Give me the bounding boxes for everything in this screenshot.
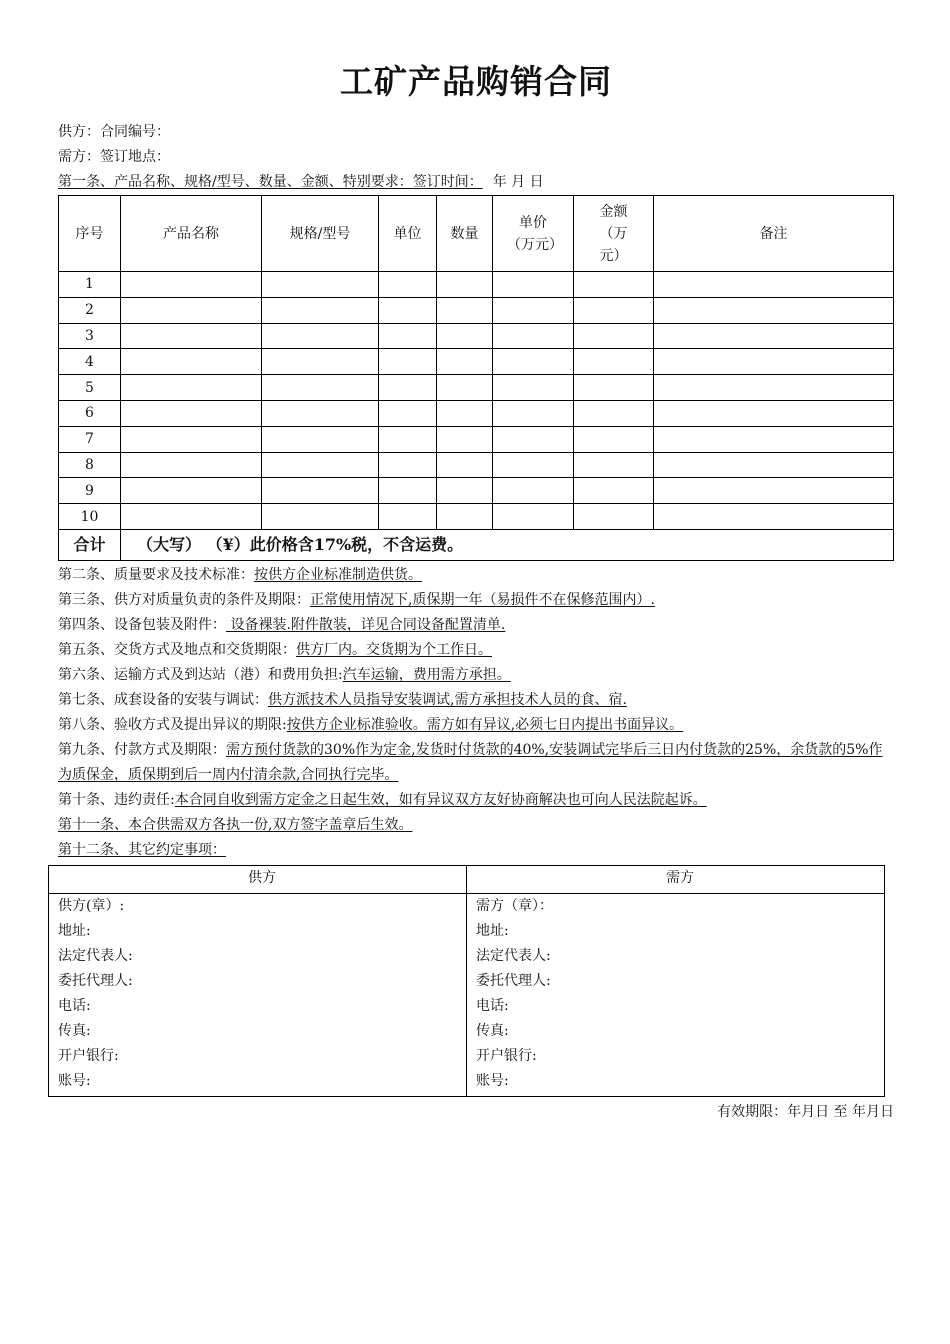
table-cell (654, 375, 894, 401)
clause-value: 按供方企业标准验收。需方如有异议,必须七日内提出书面异议。 (286, 716, 684, 733)
table-cell (437, 426, 493, 452)
table-cell (493, 297, 574, 323)
row-number: 5 (59, 375, 121, 401)
clause-line (58, 838, 894, 863)
table-cell (379, 349, 437, 375)
table-row (59, 272, 894, 298)
clause-label: 第二条、质量要求及技术标准： (58, 566, 254, 583)
article1-label: 第一条、产品名称、规格/型号、数量、金额、特别要求：签订时间： (58, 174, 483, 190)
clause-label: 第七条、成套设备的安装与调试： (58, 691, 268, 708)
table-cell (493, 400, 574, 426)
table-row (59, 375, 894, 401)
table-cell (654, 297, 894, 323)
clause-label: 第四条、设备包装及附件： (58, 616, 226, 633)
clause-line (58, 613, 894, 638)
table-cell (262, 349, 379, 375)
table-cell (654, 504, 894, 530)
document-title: 工矿产品购销合同 (340, 62, 612, 101)
table-row (59, 349, 894, 375)
clause-label: 第十条、违约责任: (58, 791, 175, 808)
table-cell (437, 323, 493, 349)
buyer-field: 传真: (476, 1022, 509, 1039)
total-label: 合计 (59, 529, 121, 560)
table-cell (262, 452, 379, 478)
table-cell (379, 400, 437, 426)
buyer-field: 委托代理人: (476, 972, 551, 989)
total-text: （大写） （¥）此价格含17%税，不含运费。 (121, 529, 894, 560)
col-header: 备注 (654, 196, 894, 272)
clause-label: 第六条、运输方式及到达站（港）和费用负担: (58, 666, 343, 683)
table-cell (493, 375, 574, 401)
table-cell (379, 323, 437, 349)
supplier-heading: 供方 (49, 865, 467, 893)
clause-line (58, 713, 894, 738)
col-header: 产品名称 (121, 196, 262, 272)
clause-value: 供方厂内。交货期为个工作日。 (296, 641, 492, 658)
table-cell (121, 478, 262, 504)
clause-line (58, 663, 894, 688)
table-cell (437, 272, 493, 298)
contract-no-label: 合同编号： (100, 124, 170, 140)
col-header: 单价（万元） (493, 196, 574, 272)
table-cell (121, 400, 262, 426)
clause-line (58, 688, 894, 713)
clause-line (58, 588, 894, 613)
table-cell (574, 504, 654, 530)
table-cell (654, 426, 894, 452)
table-cell (574, 452, 654, 478)
table-cell (379, 297, 437, 323)
clause-label: 第八条、验收方式及提出异议的期限: (58, 716, 287, 733)
table-cell (262, 323, 379, 349)
buyer-label: 需方： (58, 149, 100, 165)
table-cell (654, 452, 894, 478)
row-number: 7 (59, 426, 121, 452)
table-cell (437, 297, 493, 323)
row-number: 10 (59, 504, 121, 530)
supplier-field: 委托代理人: (58, 972, 133, 989)
table-row (59, 452, 894, 478)
buyer-heading: 需方 (467, 865, 885, 893)
table-cell (654, 349, 894, 375)
buyer-field: 开户银行: (476, 1047, 537, 1064)
clause-value: 本合同自收到需方定金之日起生效，如有异议双方友好协商解决也可向人民法院起诉。 (174, 791, 707, 808)
supplier-field: 电话: (58, 997, 91, 1014)
supplier-field: 账号: (58, 1072, 91, 1089)
col-header: 金额（万元） (574, 196, 654, 272)
supplier-field: 供方(章）: (58, 897, 125, 914)
supplier-block (49, 893, 467, 1096)
supplier-field: 地址: (58, 922, 91, 939)
table-cell (379, 504, 437, 530)
row-number: 3 (59, 323, 121, 349)
table-cell (121, 504, 262, 530)
sign-place-label: 签订地点： (100, 149, 170, 165)
table-cell (121, 426, 262, 452)
table-cell (574, 400, 654, 426)
row-number: 8 (59, 452, 121, 478)
clause-value: 正常使用情况下,质保期一年（易损件不在保修范围内）. (310, 591, 655, 608)
table-cell (493, 272, 574, 298)
row-number: 9 (59, 478, 121, 504)
table-cell (262, 375, 379, 401)
table-cell (121, 272, 262, 298)
clause-line (58, 738, 894, 788)
table-row (59, 478, 894, 504)
row-number: 2 (59, 297, 121, 323)
clause-value: 本合供需双方各执一份,双方签字盖章后生效。 (128, 816, 413, 833)
clause-label: 第九条、付款方式及期限： (58, 741, 226, 758)
table-cell (574, 426, 654, 452)
table-cell (574, 349, 654, 375)
table-cell (574, 297, 654, 323)
table-cell (437, 504, 493, 530)
buyer-field: 法定代表人: (476, 947, 551, 964)
clause-label: 第三条、供方对质量负责的条件及期限： (58, 591, 310, 608)
table-cell (493, 504, 574, 530)
table-cell (121, 375, 262, 401)
supplier-field: 法定代表人: (58, 947, 133, 964)
table-cell (379, 375, 437, 401)
clause-value: 设备裸装.附件散装，详见合同设备配置清单. (226, 616, 506, 633)
table-row (59, 323, 894, 349)
validity-period: 有效期限：年月日 至 年月日 (717, 1103, 894, 1120)
table-cell (493, 426, 574, 452)
parties-table (48, 865, 885, 1097)
clause-line (58, 788, 894, 813)
table-header-row (59, 196, 894, 272)
col-header: 序号 (59, 196, 121, 272)
table-cell (654, 400, 894, 426)
table-cell (654, 478, 894, 504)
table-cell (493, 323, 574, 349)
supplier-label: 供方： (58, 124, 100, 140)
row-number: 1 (59, 272, 121, 298)
table-cell (437, 478, 493, 504)
table-cell (379, 272, 437, 298)
row-number: 6 (59, 400, 121, 426)
buyer-line (58, 145, 894, 170)
clause-value: 汽车运输，费用需方承担。 (342, 666, 511, 683)
table-cell (437, 349, 493, 375)
supplier-field: 开户银行: (58, 1047, 119, 1064)
table-cell (493, 349, 574, 375)
table-cell (437, 400, 493, 426)
table-cell (262, 478, 379, 504)
col-header: 数量 (437, 196, 493, 272)
table-cell (574, 323, 654, 349)
table-row (59, 297, 894, 323)
clause-value: 需方预付货款的30%作为定金,发货时付货款的40%,安装调试完毕后三日内付货款的25%，余货款的5%作为质保金，质保期到后一周内付清余款,合同执行完毕。 (58, 741, 883, 783)
table-row (59, 504, 894, 530)
table-cell (262, 504, 379, 530)
table-cell (379, 452, 437, 478)
clause-label: 第十一条、 (58, 816, 128, 833)
table-row (59, 426, 894, 452)
table-cell (437, 452, 493, 478)
clause-line (58, 813, 894, 838)
buyer-field: 地址: (476, 922, 509, 939)
clause-label: 第十二条、其它约定事项： (58, 841, 226, 858)
table-cell (654, 323, 894, 349)
table-cell (121, 297, 262, 323)
table-cell (121, 349, 262, 375)
table-cell (493, 452, 574, 478)
table-cell (379, 426, 437, 452)
buyer-field: 账号: (476, 1072, 509, 1089)
contract-page (58, 62, 894, 1125)
supplier-line (58, 120, 894, 145)
clause-value: 供方派技术人员指导安装调试,需方承担技术人员的食、宿. (268, 691, 627, 708)
col-header: 单位 (379, 196, 437, 272)
table-cell (654, 272, 894, 298)
table-cell (574, 272, 654, 298)
buyer-field: 电话: (476, 997, 509, 1014)
table-cell (379, 478, 437, 504)
clause-list (58, 563, 894, 863)
article1-line (58, 170, 894, 195)
table-cell (574, 478, 654, 504)
table-cell (262, 426, 379, 452)
table-cell (262, 400, 379, 426)
table-cell (121, 452, 262, 478)
table-cell (493, 478, 574, 504)
product-table (58, 195, 894, 561)
table-cell (262, 297, 379, 323)
buyer-field: 需方（章）： (476, 897, 553, 914)
table-row (59, 400, 894, 426)
supplier-field: 传真: (58, 1022, 91, 1039)
clause-line (58, 563, 894, 588)
table-cell (262, 272, 379, 298)
table-cell (437, 375, 493, 401)
clause-value: 按供方企业标准制造供货。 (254, 566, 422, 583)
sign-time: 年 月 日 (492, 174, 544, 190)
total-row (59, 529, 894, 560)
col-header: 规格/型号 (262, 196, 379, 272)
clause-label: 第五条、交货方式及地点和交货期限： (58, 641, 296, 658)
table-cell (121, 323, 262, 349)
row-number: 4 (59, 349, 121, 375)
table-cell (574, 375, 654, 401)
buyer-block (467, 893, 885, 1096)
clause-line (58, 638, 894, 663)
